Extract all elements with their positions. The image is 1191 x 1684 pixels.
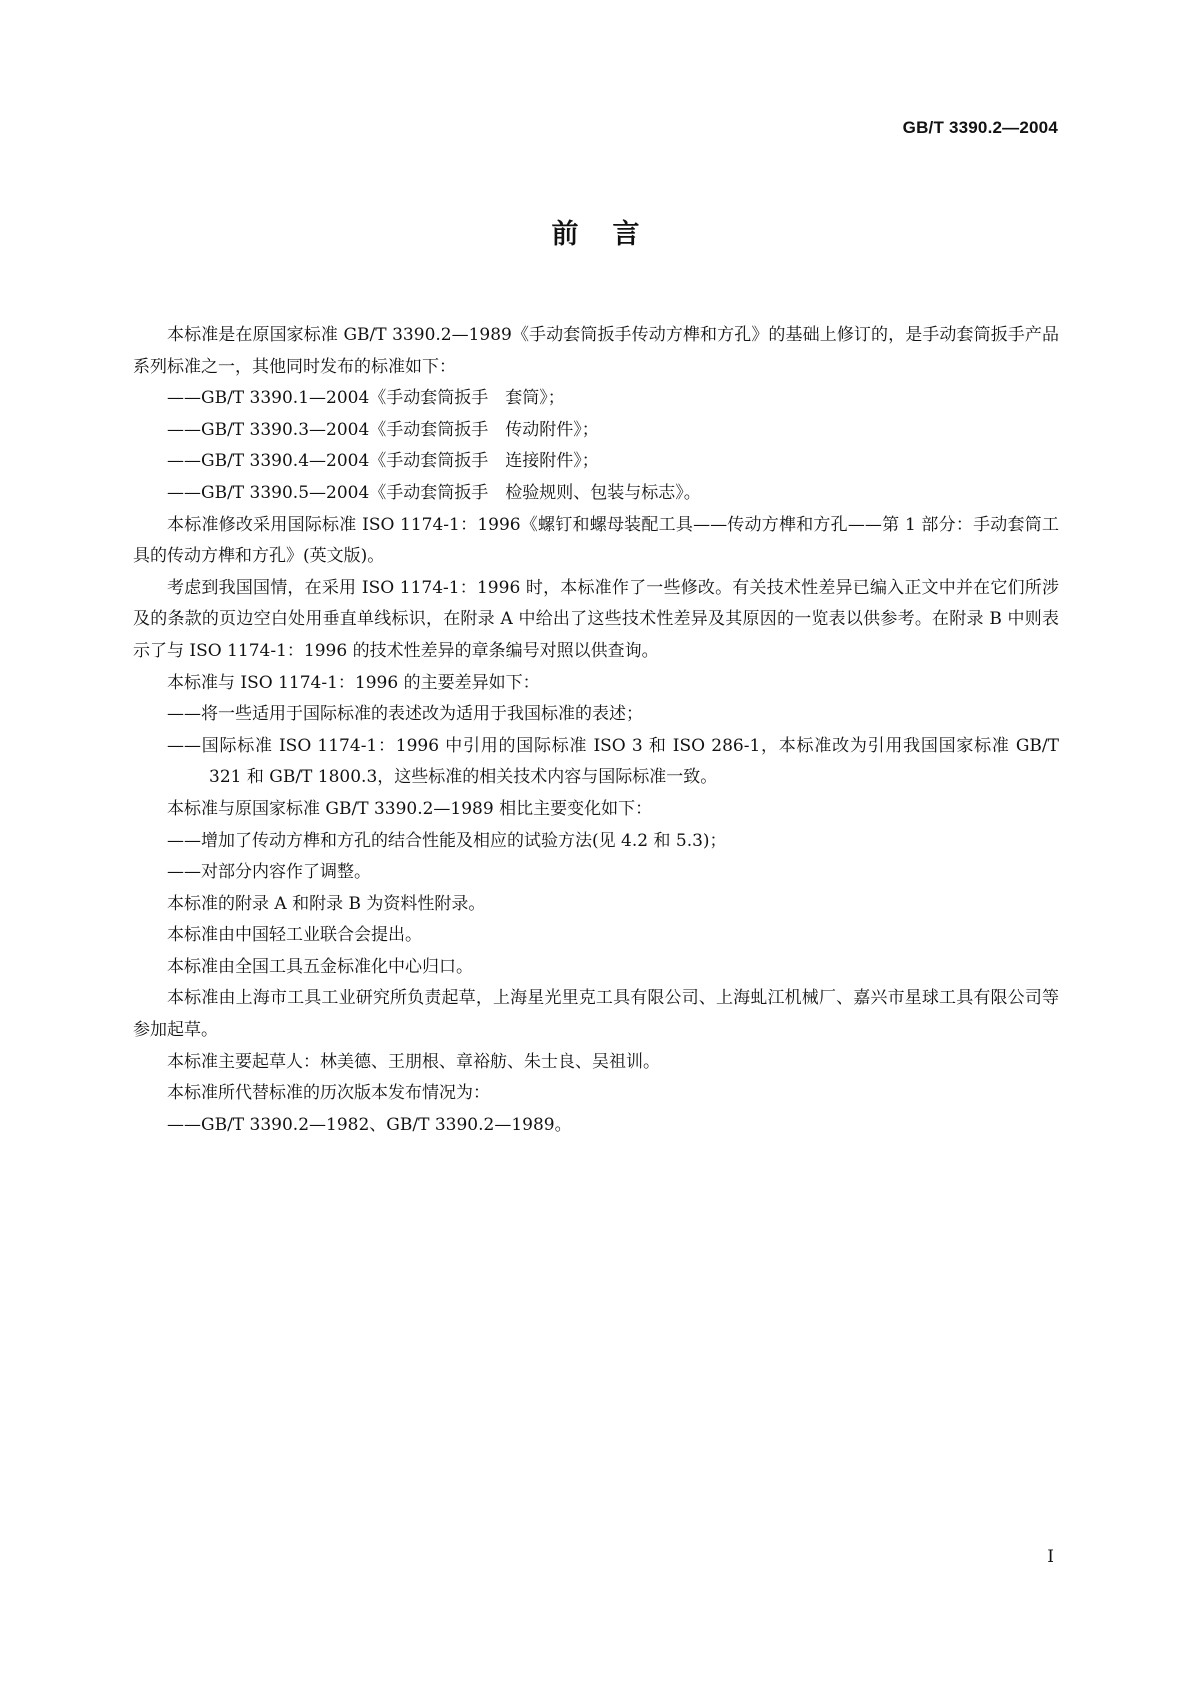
related-standard-item: ——GB/T 3390.4—2004《手动套筒扳手 连接附件》； (167, 451, 599, 472)
related-standard-item: ——GB/T 3390.3—2004《手动套筒扳手 传动附件》； (167, 419, 599, 440)
foreword-paragraph-differences-intro: 本标准与 ISO 1174-1：1996 的主要差异如下： (167, 672, 540, 693)
page-title: 前言 (551, 219, 674, 250)
foreword-paragraph-administrator: 本标准由全国工具五金标准化中心归口。 (167, 956, 473, 977)
foreword-paragraph-adoption: 本标准修改采用国际标准 ISO 1174-1：1996《螺钉和螺母装配工具——传动方榫和方孔——第 1 部分：手动套筒工具的传动方榫和方孔》(英文版)。 (133, 514, 1059, 567)
foreword-paragraph-history-intro: 本标准所代替标准的历次版本发布情况为： (167, 1083, 490, 1104)
foreword-paragraph-changes-intro: 本标准与原国家标准 GB/T 3390.2—1989 相比主要变化如下： (167, 798, 653, 819)
related-standard-item: ——GB/T 3390.1—2004《手动套筒扳手 套筒》； (167, 388, 565, 409)
foreword-paragraph-modifications: 考虑到我国国情，在采用 ISO 1174-1：1996 时，本标准作了一些修改。有关技术性差异已编入正文中并在它们所涉及的条款的页边空白处用垂直单线标识，在附录 A 中给出了这些技术性差异及其原因的一览表以供参考。在附录 B 中则表示了与 ISO 1174-1：1996 的技术性差异的章条编号对照以供查询。 (133, 577, 1059, 661)
foreword-paragraph-drafters: 本标准主要起草人：林美德、王朋根、章裕舫、朱士良、吴祖训。 (167, 1051, 660, 1072)
difference-item: ——将一些适用于国际标准的表述改为适用于我国标准的表述； (167, 704, 643, 725)
foreword-paragraph-annexes: 本标准的附录 A 和附录 B 为资料性附录。 (167, 893, 486, 914)
standard-number-header: GB/T 3390.2—2004 (902, 118, 1058, 137)
foreword-paragraph-drafting-organizations: 本标准由上海市工具工业研究所负责起草，上海星光里克工具有限公司、上海虬江机械厂、嘉兴市星球工具有限公司等参加起草。 (133, 988, 1059, 1041)
change-item: ——对部分内容作了调整。 (167, 862, 371, 883)
foreword-body (133, 320, 1059, 1141)
history-item: ——GB/T 3390.2—1982、GB/T 3390.2—1989。 (167, 1114, 572, 1135)
foreword-paragraph-intro: 本标准是在原国家标准 GB/T 3390.2—1989《手动套筒扳手传动方榫和方孔》的基础上修订的，是手动套筒扳手产品系列标准之一，其他同时发布的标准如下： (133, 325, 1059, 377)
change-item: ——增加了传动方榫和方孔的结合性能及相应的试验方法(见 4.2 和 5.3)； (167, 830, 727, 851)
page-number: I (1047, 1547, 1054, 1567)
related-standard-item: ——GB/T 3390.5—2004《手动套筒扳手 检验规则、包装与标志》。 (167, 482, 701, 503)
foreword-paragraph-proposer: 本标准由中国轻工业联合会提出。 (167, 925, 422, 946)
difference-item: ——国际标准 ISO 1174-1：1996 中引用的国际标准 ISO 3 和 ISO 286-1，本标准改为引用我国国家标准 GB/T 321 和 GB/T 1800.3，这些标准的相关技术内容与国际标准一致。 (167, 735, 1059, 788)
